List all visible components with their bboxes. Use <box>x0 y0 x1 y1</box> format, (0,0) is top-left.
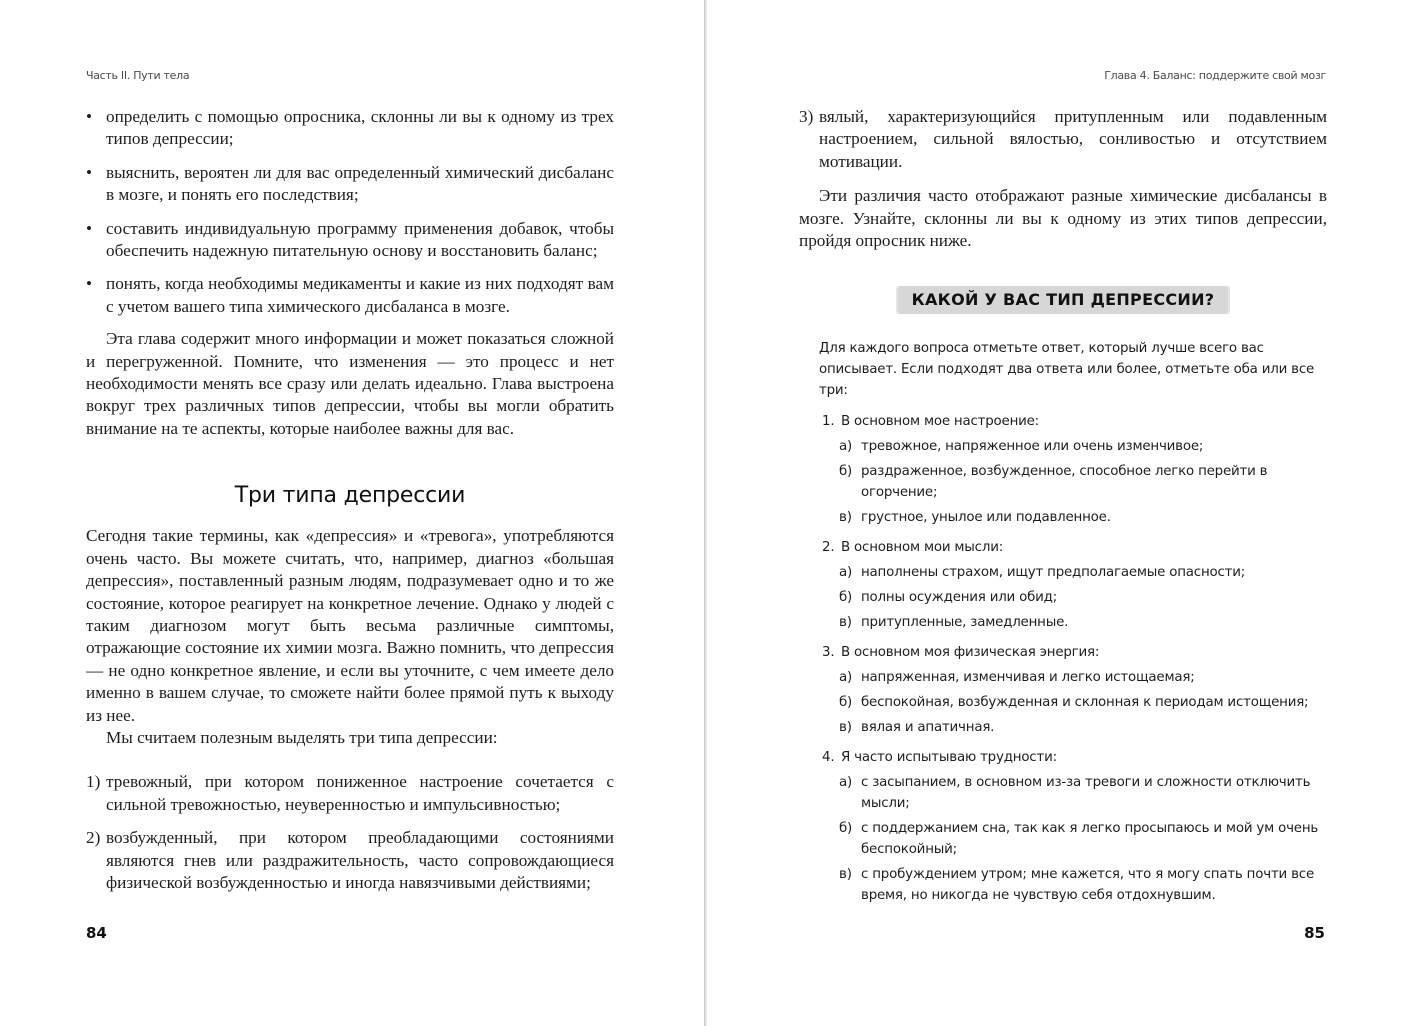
list-item <box>86 218 614 263</box>
option-text: вялая и апатичная. <box>861 720 995 736</box>
quiz-title-banner <box>799 286 1327 314</box>
right-text-column <box>799 106 1327 915</box>
quiz-question <box>819 747 1327 906</box>
quiz-question <box>819 537 1327 633</box>
option-text: тревожное, напряженное или очень изменчивое; <box>861 439 1204 455</box>
bullet-mark: • <box>86 274 93 294</box>
quiz <box>819 338 1327 906</box>
answer-option <box>819 717 1327 738</box>
bullet-mark: • <box>86 107 93 126</box>
option-letter: а) <box>839 439 853 455</box>
list-item-text: определить с помощью опросника, склонны ли вы к одному из трех типов депрессии; <box>106 107 614 149</box>
question-text: В основном мое настроение: <box>841 414 1039 430</box>
depression-types-list-continued <box>799 106 1327 173</box>
list-item-text: выяснить, вероятен ли для вас определенный химический дисбаланс в мозге, и понять его последствия; <box>106 162 614 205</box>
question-number: 3. <box>822 645 835 661</box>
page-number-left: 84 <box>86 924 107 942</box>
differences-paragraph: Эти различия часто отображают разные химические дисбалансы в мозге. Узнайте, склонны ли вы к одному из этих типов депрессии, пройдя опросник ниже. <box>799 186 1327 251</box>
question-heading <box>819 411 1327 432</box>
types-intro: Мы считаем полезным выделять три типа депрессии: <box>106 727 498 747</box>
list-number: 1) <box>86 772 101 792</box>
list-item-text: возбужденный, при котором преобладающими состояниями являются гнев или раздражительность, часто сопровождающиеся физической возбужденностью и иногда навязчивыми действиями; <box>106 828 614 892</box>
question-heading <box>819 642 1327 663</box>
list-item <box>86 162 614 207</box>
answer-option <box>819 864 1327 906</box>
list-item-text: понять, когда необходимы медикаменты и какие из них подходят вам с учетом вашего типа химического дисбаланса в мозге. <box>106 274 614 316</box>
goals-bullet-list <box>86 106 614 318</box>
option-text: с засыпанием, в основном из-за тревоги и сложности отключить мысли; <box>861 775 1311 812</box>
option-letter: в) <box>839 510 852 526</box>
answer-option <box>819 692 1327 713</box>
quiz-question <box>819 411 1327 528</box>
left-page <box>0 0 704 1026</box>
section-title: Три типа депрессии <box>234 483 466 509</box>
question-number: 2. <box>822 540 835 556</box>
question-text: В основном мои мысли: <box>841 540 1004 556</box>
question-heading <box>819 537 1327 558</box>
answer-option <box>819 772 1327 814</box>
list-item <box>799 106 1327 173</box>
option-text: притупленные, замедленные. <box>861 615 1069 631</box>
list-item <box>86 771 614 816</box>
question-text: В основном моя физическая энергия: <box>841 645 1100 661</box>
option-text: с пробуждением утром; мне кажется, что я могу спать почти все время, но никогда не чувствую себя отдохнувшим. <box>861 867 1314 904</box>
list-item <box>86 273 614 318</box>
option-letter: б) <box>839 590 853 606</box>
option-letter: в) <box>839 615 852 631</box>
list-item-text: тревожный, при котором пониженное настроение сочетается с сильной тревожностью, неуверенностью и импульсивностью; <box>106 772 614 814</box>
question-number: 4. <box>822 750 835 766</box>
question-number: 1. <box>822 414 835 430</box>
option-letter: а) <box>839 775 853 791</box>
list-number: 3) <box>799 107 814 126</box>
option-text: раздраженное, возбужденное, способное легко перейти в огорчение; <box>861 464 1268 501</box>
left-text-column <box>86 106 614 905</box>
running-head-left: Часть II. Пути тела <box>86 69 190 82</box>
depression-types-list <box>86 771 614 894</box>
option-text: беспокойная, возбужденная и склонная к периодам истощения; <box>861 695 1309 711</box>
running-head-right: Глава 4. Баланс: поддержите свой мозг <box>1104 69 1326 82</box>
answer-option <box>819 667 1327 688</box>
list-number: 2) <box>86 828 101 848</box>
quiz-question <box>819 642 1327 738</box>
option-letter: а) <box>839 670 853 686</box>
question-heading <box>819 747 1327 768</box>
bullet-mark: • <box>86 162 93 182</box>
answer-option <box>819 818 1327 860</box>
option-letter: б) <box>839 464 853 480</box>
answer-option <box>819 461 1327 503</box>
intro-paragraph: Эта глава содержит много информации и может показаться сложной и перегруженной. Помните, что изменения — это процесс и нет необходимости менять все сразу или делать идеально. Глава выстроена вокруг трех различных типов депрессии, чтобы вы могли обратить внимание на те аспекты, которые наиболее важны для вас. <box>86 329 614 438</box>
answer-option <box>819 612 1327 633</box>
option-text: полны осуждения или обид; <box>861 590 1058 606</box>
answer-option <box>819 507 1327 528</box>
quiz-intro: Для каждого вопроса отметьте ответ, который лучше всего вас описывает. Если подходят два ответа или более, отметьте оба или все три: <box>819 341 1315 399</box>
list-item <box>86 827 614 894</box>
page-number-right: 85 <box>1304 924 1325 942</box>
option-letter: в) <box>839 867 852 883</box>
option-text: грустное, унылое или подавленное. <box>861 510 1111 526</box>
quiz-title: КАКОЙ У ВАС ТИП ДЕПРЕССИИ? <box>898 286 1229 314</box>
option-text: напряженная, изменчивая и легко истощаемая; <box>861 670 1195 686</box>
bullet-mark: • <box>86 218 93 238</box>
list-item-text: вялый, характеризующийся притупленным или подавленным настроением, сильной вялостью, сонливостью и отсутствием мотивации. <box>819 107 1327 171</box>
section-paragraph: Сегодня такие термины, как «депрессия» и «тревога», употребляются очень часто. Вы можете считать, что, например, диагноз «большая депрессия», поставленный разным людям, подразумевает одно и то же состояние, которое реагирует на конкретное лечение. Однако у людей с таким диагнозом могут быть весьма различные симптомы, отражающие состояние их химии мозга. Важно помнить, что депрессия — не одно конкретное явление, и если вы уточните, с чем имеете дело именно в вашем случае, то сможете найти более прямой путь к выходу из нее. <box>86 526 614 725</box>
list-item-text: составить индивидуальную программу применения добавок, чтобы обеспечить надежную питательную основу и восстановить баланс; <box>106 218 614 261</box>
option-letter: б) <box>839 821 853 837</box>
answer-option <box>819 587 1327 608</box>
list-item <box>86 106 614 151</box>
option-letter: а) <box>839 565 853 581</box>
answer-option <box>819 436 1327 457</box>
question-text: Я часто испытываю трудности: <box>841 750 1057 766</box>
answer-option <box>819 562 1327 583</box>
option-text: с поддержанием сна, так как я легко просыпаюсь и мой ум очень беспокойный; <box>861 821 1319 858</box>
option-text: наполнены страхом, ищут предполагаемые опасности; <box>861 565 1246 581</box>
option-letter: в) <box>839 720 852 736</box>
option-letter: б) <box>839 695 853 711</box>
